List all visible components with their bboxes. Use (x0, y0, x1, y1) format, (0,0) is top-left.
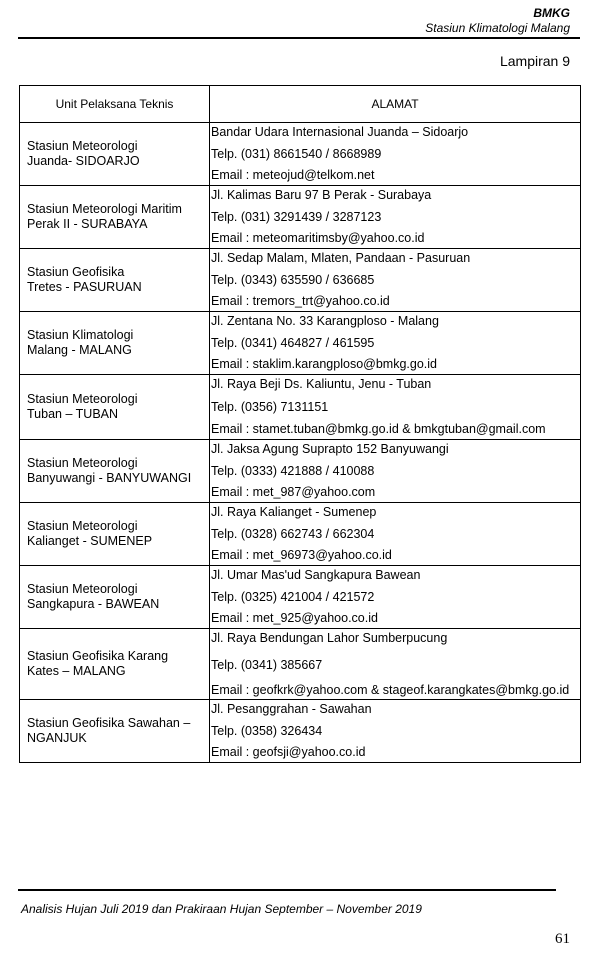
footer-divider (18, 889, 556, 891)
address-line: Jl. Raya Kalianget - Sumenep (211, 505, 377, 519)
unit-cell (20, 186, 210, 249)
unit-name-line-1: Stasiun Geofisika Karang (27, 649, 169, 663)
table-row-3 (20, 249, 581, 312)
unit-name-line-1: Stasiun Meteorologi (27, 582, 138, 596)
address-cell (210, 440, 581, 503)
appendix-label: Lampiran 9 (499, 53, 570, 69)
unit-cell (20, 375, 210, 440)
telephone-line: Telp. (0325) 421004 / 421572 (211, 589, 375, 604)
telephone-line: Telp. (0358) 326434 (211, 723, 323, 738)
unit-cell (20, 629, 210, 700)
email-line: Email : meteojud@telkom.net (211, 168, 375, 182)
unit-name-line-1: Stasiun Meteorologi Maritim (27, 202, 182, 216)
address-cell (210, 249, 581, 312)
unit-name-line-2: Sangkapura - BAWEAN (27, 597, 160, 611)
address-cell (210, 123, 581, 186)
unit-name-line-1: Stasiun Meteorologi (27, 139, 138, 153)
email-line: Email : stamet.tuban@bmkg.go.id & bmkgtuban@gmail.com (211, 422, 546, 436)
unit-name-line-1: Stasiun Meteorologi (27, 519, 138, 533)
address-cell (210, 503, 581, 566)
telephone-line: Telp. (031) 8661540 / 8668989 (211, 146, 382, 161)
table-row-6 (20, 440, 581, 503)
email-line: Email : meteomaritimsby@yahoo.co.id (211, 231, 425, 245)
header-divider (18, 37, 580, 39)
email-line: Email : met_987@yahoo.com (211, 485, 376, 499)
telephone-line: Telp. (0341) 385667 (211, 658, 323, 672)
unit-name-line-1: Stasiun Geofisika (27, 265, 125, 279)
unit-cell (20, 249, 210, 312)
address-cell (210, 700, 581, 763)
unit-cell (20, 503, 210, 566)
table-row-2 (20, 186, 581, 249)
table-row-1 (20, 123, 581, 186)
unit-name-line-2: Tretes - PASURUAN (27, 280, 142, 294)
station-table (19, 85, 581, 763)
telephone-line: Telp. (0341) 464827 / 461595 (211, 335, 375, 350)
column-header-unit: Unit Pelaksana Teknis (20, 86, 210, 123)
email-line: Email : geofsji@yahoo.co.id (211, 745, 366, 759)
unit-name-line-2: NGANJUK (27, 731, 87, 745)
unit-name-line-1: Stasiun Geofisika Sawahan – (27, 716, 191, 730)
unit-name-line-2: Perak II - SURABAYA (27, 217, 148, 231)
unit-name-line-2: Tuban – TUBAN (27, 407, 119, 421)
address-line: Jl. Kalimas Baru 97 B Perak - Surabaya (211, 188, 432, 202)
telephone-line: Telp. (0343) 635590 / 636685 (211, 272, 375, 287)
address-line: Jl. Umar Mas'ud Sangkapura Bawean (211, 568, 421, 582)
telephone-line: Telp. (0333) 421888 / 410088 (211, 463, 375, 478)
unit-name-line-2: Banyuwangi - BANYUWANGI (27, 471, 192, 485)
unit-name-line-2: Kalianget - SUMENEP (27, 534, 153, 548)
address-line: Jl. Raya Beji Ds. Kaliuntu, Jenu - Tuban (211, 377, 432, 391)
table-row-9 (20, 629, 581, 700)
address-cell (210, 186, 581, 249)
address-cell (210, 375, 581, 440)
email-line: Email : geofkrk@yahoo.com & stageof.karangkates@bmkg.go.id (211, 683, 570, 697)
email-line: Email : met_925@yahoo.co.id (211, 611, 378, 625)
email-line: Email : met_96973@yahoo.co.id (211, 548, 392, 562)
address-line: Jl. Jaksa Agung Suprapto 152 Banyuwangi (211, 442, 449, 456)
telephone-line: Telp. (0356) 7131151 (211, 399, 329, 414)
column-header-address: ALAMAT (210, 86, 581, 123)
table-body (20, 123, 581, 763)
page-number: 61 (555, 931, 570, 947)
unit-name-line-2: Kates – MALANG (27, 664, 126, 678)
table-row-7 (20, 503, 581, 566)
footer-title: Analisis Hujan Juli 2019 dan Prakiraan Hujan September – November 2019 (21, 902, 422, 916)
table-row-10 (20, 700, 581, 763)
address-line: Jl. Raya Bendungan Lahor Sumberpucung (211, 631, 448, 645)
address-cell (210, 629, 581, 700)
email-line: Email : tremors_trt@yahoo.co.id (211, 294, 390, 308)
address-line: Bandar Udara Internasional Juanda – Sidoarjo (211, 125, 469, 139)
unit-cell (20, 440, 210, 503)
table-row-8 (20, 566, 581, 629)
header-org: BMKG (533, 6, 570, 20)
address-line: Jl. Sedap Malam, Mlaten, Pandaan - Pasuruan (211, 251, 471, 265)
telephone-line: Telp. (031) 3291439 / 3287123 (211, 209, 382, 224)
unit-cell (20, 312, 210, 375)
email-line: Email : staklim.karangploso@bmkg.go.id (211, 357, 437, 371)
table-row-5 (20, 375, 581, 440)
unit-name-line-2: Juanda- SIDOARJO (27, 154, 140, 168)
unit-cell (20, 566, 210, 629)
address-cell (210, 566, 581, 629)
unit-name-line-1: Stasiun Klimatologi (27, 328, 134, 342)
unit-name-line-2: Malang - MALANG (27, 343, 132, 357)
unit-name-line-1: Stasiun Meteorologi (27, 392, 138, 406)
table-header-row (20, 86, 581, 123)
address-line: Jl. Zentana No. 33 Karangploso - Malang (211, 314, 439, 328)
address-line: Jl. Pesanggrahan - Sawahan (211, 702, 372, 716)
unit-cell (20, 700, 210, 763)
header-station: Stasiun Klimatologi Malang (425, 21, 570, 35)
telephone-line: Telp. (0328) 662743 / 662304 (211, 526, 375, 541)
table-row-4 (20, 312, 581, 375)
unit-cell (20, 123, 210, 186)
unit-name-line-1: Stasiun Meteorologi (27, 456, 138, 470)
address-cell (210, 312, 581, 375)
